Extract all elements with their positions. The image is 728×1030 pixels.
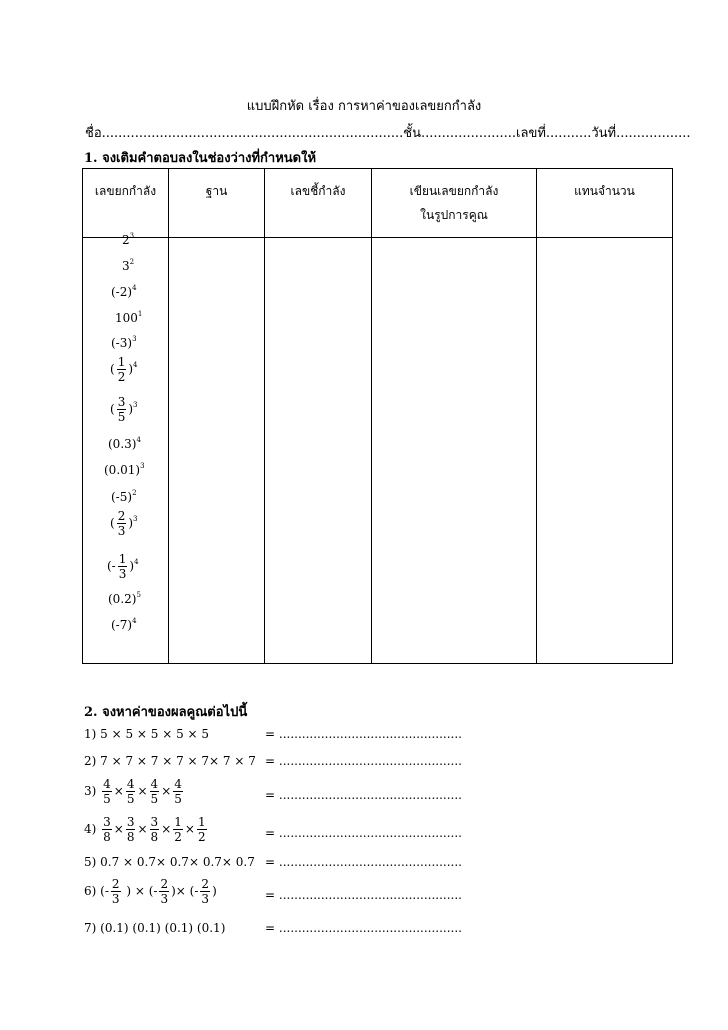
exponent: 2 <box>132 489 137 497</box>
base: (0.01) <box>104 463 141 477</box>
exponent: 5 <box>136 591 141 599</box>
multiplication-answer-cell[interactable] <box>372 238 537 664</box>
answer-line <box>265 826 462 840</box>
answer-blank[interactable]: ................................................ <box>278 826 462 840</box>
answer-line <box>265 727 462 741</box>
equals-sign: = <box>265 855 279 869</box>
exponent: 3 <box>129 232 135 240</box>
base: (0.2) <box>108 592 137 606</box>
power-expression <box>110 396 137 423</box>
times-sign: × <box>137 784 148 798</box>
power-expression <box>110 356 137 383</box>
power-expression <box>110 510 137 537</box>
col-header-power: เลขยกกำลัง <box>83 169 169 238</box>
fraction-denominator: 5 <box>150 792 159 806</box>
fraction <box>159 878 169 905</box>
fraction-numerator: 2 <box>117 509 126 523</box>
answer-line <box>265 788 462 802</box>
paren: ) <box>128 516 134 530</box>
col-header-multiplication-form: เขียนเลขยกกำลัง ในรูปการคูณ <box>372 169 537 238</box>
power-expression <box>115 310 142 325</box>
fraction <box>102 816 112 843</box>
question-expression: 7 × 7 × 7 × 7 × 7× 7 × 7 <box>100 754 256 768</box>
fraction <box>126 778 136 805</box>
question-number: 5) <box>84 855 101 869</box>
equals-sign: = <box>265 826 279 840</box>
power-expression <box>107 553 139 580</box>
value-answer-cell[interactable] <box>537 238 673 664</box>
answer-line <box>265 754 462 768</box>
fraction-denominator: 8 <box>150 830 159 844</box>
question-number: 7) <box>84 921 101 935</box>
fraction <box>197 816 207 843</box>
paren: ) <box>128 362 134 376</box>
exponent: 3 <box>133 515 138 523</box>
base: (-3) <box>111 336 133 350</box>
paren: (- <box>148 884 158 898</box>
fraction-numerator: 3 <box>150 815 159 829</box>
power-expression <box>111 335 137 350</box>
power-expression <box>111 284 137 299</box>
fraction <box>118 553 128 580</box>
exponent: 4 <box>134 558 139 566</box>
exponent-table <box>82 168 673 664</box>
times-sign: × <box>137 822 148 836</box>
answer-blank[interactable]: ................................................ <box>278 788 462 802</box>
question-number: 3) <box>84 784 101 798</box>
answer-blank[interactable]: ................................................ <box>278 727 462 741</box>
exponent: 3 <box>140 462 145 470</box>
paren: ) <box>128 402 134 416</box>
fraction-denominator: 5 <box>103 792 111 806</box>
equals-sign: = <box>265 754 279 768</box>
page-title: แบบฝึกหัด เรื่อง การหาค่าของเลขยกกำลัง <box>246 99 482 114</box>
paren: ) <box>212 884 217 898</box>
col-header-base: ฐาน <box>169 169 265 238</box>
power-expression <box>111 489 137 504</box>
exponent: 4 <box>133 361 138 369</box>
fraction-numerator: 2 <box>160 877 169 891</box>
power-expression <box>122 232 134 247</box>
col-header-value: แทนจำนวน <box>537 169 673 238</box>
answer-blank[interactable]: ................................................ <box>278 921 462 935</box>
base: 100 <box>115 311 138 325</box>
fraction-numerator: 1 <box>117 355 126 369</box>
paren: ( <box>110 402 115 416</box>
base: (0.3) <box>108 437 137 451</box>
answer-line <box>265 888 462 902</box>
fraction-numerator: 4 <box>150 777 159 791</box>
student-info-line: ชื่อ.........................................................................ชั้น.......................เลขที่...........วันที่.................. <box>85 126 691 141</box>
fraction <box>126 816 136 843</box>
product-question <box>84 727 209 741</box>
exponent: 2 <box>129 258 135 266</box>
fraction-numerator: 3 <box>126 815 135 829</box>
times-sign: × <box>161 784 172 798</box>
fraction-numerator: 2 <box>201 877 210 891</box>
fraction-denominator: 3 <box>118 567 127 581</box>
fraction-numerator: 1 <box>118 552 127 566</box>
fraction-numerator: 2 <box>111 877 120 891</box>
product-question <box>84 855 255 869</box>
fraction <box>102 778 112 805</box>
product-question <box>84 754 256 768</box>
equals-sign: = <box>265 921 279 935</box>
fraction <box>150 816 160 843</box>
paren: ( <box>110 362 115 376</box>
question-expression: 5 × 5 × 5 × 5 × 5 <box>100 727 210 741</box>
exponent: 4 <box>136 436 141 444</box>
fraction-numerator: 4 <box>126 777 135 791</box>
fraction-numerator: 1 <box>197 815 206 829</box>
answer-blank[interactable]: ................................................ <box>278 754 462 768</box>
product-question <box>84 878 217 905</box>
fraction <box>173 778 183 805</box>
fraction <box>200 878 210 905</box>
exponent: 3 <box>132 335 137 343</box>
fraction-numerator: 4 <box>103 777 111 791</box>
fraction <box>111 878 121 905</box>
times-sign: ) × <box>122 884 149 898</box>
base: 3 <box>122 259 130 273</box>
fraction <box>150 778 160 805</box>
fraction-denominator: 2 <box>197 830 206 844</box>
times-sign: × <box>161 822 172 836</box>
fraction-numerator: 3 <box>103 815 111 829</box>
product-question <box>84 921 225 935</box>
base: 2 <box>122 233 130 247</box>
product-question <box>84 778 185 805</box>
question-number: 4) <box>84 822 101 836</box>
question-number: 1) <box>84 727 101 741</box>
power-expression <box>111 617 137 632</box>
col-header-exponent: เลขชี้กำลัง <box>265 169 372 238</box>
fraction-numerator: 3 <box>117 395 126 409</box>
fraction-denominator: 2 <box>117 370 126 384</box>
question-expression: 0.7 × 0.7× 0.7× 0.7× 0.7 <box>100 855 255 869</box>
times-sign: )× <box>171 884 190 898</box>
answer-line <box>265 855 462 869</box>
fraction <box>117 396 127 423</box>
base: (-2) <box>111 285 133 299</box>
base: (-7) <box>111 618 133 632</box>
power-expression <box>108 436 141 451</box>
fraction-denominator: 3 <box>201 892 210 906</box>
question-number: 2) <box>84 754 101 768</box>
fraction-numerator: 4 <box>174 777 182 791</box>
question-expression: (0.1) (0.1) (0.1) (0.1) <box>100 921 226 935</box>
fraction-numerator: 1 <box>174 815 182 829</box>
exponent: 1 <box>137 310 143 318</box>
fraction-denominator: 3 <box>160 892 169 906</box>
fraction <box>117 510 127 537</box>
paren: (- <box>189 884 199 898</box>
equals-sign: = <box>265 888 279 902</box>
times-sign: × <box>113 784 124 798</box>
answer-line <box>265 921 462 935</box>
fraction-denominator: 3 <box>117 524 126 538</box>
fraction-denominator: 2 <box>174 830 182 844</box>
paren: (- <box>100 884 109 898</box>
power-expression <box>122 258 134 273</box>
times-sign: × <box>184 822 195 836</box>
fraction-denominator: 5 <box>174 792 182 806</box>
answer-blank[interactable]: ................................................ <box>278 855 462 869</box>
section-2-heading: 2. จงหาค่าของผลคูณต่อไปนี้ <box>84 705 248 720</box>
times-sign: × <box>113 822 124 836</box>
question-number: 6) <box>84 884 101 898</box>
fraction-denominator: 8 <box>126 830 135 844</box>
exponent: 3 <box>133 401 138 409</box>
base: (-5) <box>111 490 133 504</box>
equals-sign: = <box>265 727 279 741</box>
fraction-denominator: 8 <box>103 830 111 844</box>
fraction-denominator: 3 <box>111 892 120 906</box>
exponent-answer-cell[interactable] <box>265 238 372 664</box>
paren: (- <box>107 559 116 573</box>
exponent: 4 <box>132 284 137 292</box>
section-1-heading: 1. จงเติมคำตอบลงในช่องว่างที่กำหนดให้ <box>84 151 317 166</box>
base-answer-cell[interactable] <box>169 238 265 664</box>
fraction <box>173 816 183 843</box>
power-expression <box>104 462 145 477</box>
power-expression <box>108 591 141 606</box>
paren: ( <box>110 516 115 530</box>
answer-blank[interactable]: ................................................ <box>278 888 462 902</box>
paren: ) <box>129 559 135 573</box>
exponent: 4 <box>132 617 137 625</box>
fraction-denominator: 5 <box>126 792 135 806</box>
fraction-denominator: 5 <box>117 410 126 424</box>
product-question <box>84 816 209 843</box>
equals-sign: = <box>265 788 279 802</box>
fraction <box>117 356 127 383</box>
